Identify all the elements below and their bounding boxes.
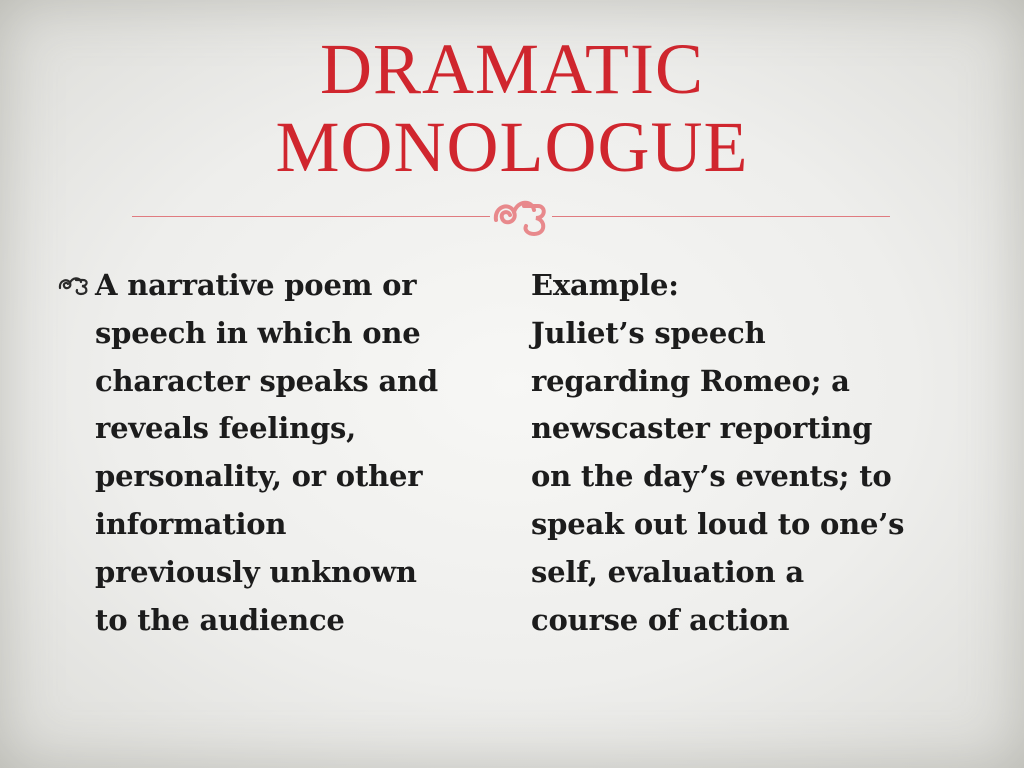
definition-line: previously unknown [95, 554, 417, 589]
example-line: newscaster reporting [531, 411, 873, 446]
definition-line: reveals feelings, [95, 411, 357, 446]
example-line: Juliet’s speech [531, 315, 766, 350]
curl-bullet-icon [56, 270, 92, 296]
title-line-1: DRAMATIC [319, 29, 705, 109]
example-text [531, 262, 971, 644]
definition-line: information [95, 506, 287, 541]
example-line: self, evaluation a [531, 554, 804, 589]
definition-line: to the audience [95, 602, 345, 637]
title-divider-left [132, 216, 490, 217]
example-line: course of action [531, 602, 790, 637]
definition-line: character speaks and [95, 363, 438, 398]
example-line: speak out loud to one’s [531, 506, 905, 541]
example-line: on the day’s events; to [531, 459, 892, 494]
title-divider-right [552, 216, 890, 217]
example-heading: Example: [531, 268, 679, 302]
example-line: regarding Romeo; a [531, 363, 850, 398]
curl-ornament-icon [488, 190, 552, 242]
definition-line: A narrative poem or [95, 268, 417, 302]
title-line-2: MONOLOGUE [275, 107, 749, 187]
definition-line: personality, or other [95, 459, 423, 494]
definition-line: speech in which one [95, 315, 421, 350]
slide-title [0, 30, 1024, 186]
definition-text [95, 262, 495, 644]
